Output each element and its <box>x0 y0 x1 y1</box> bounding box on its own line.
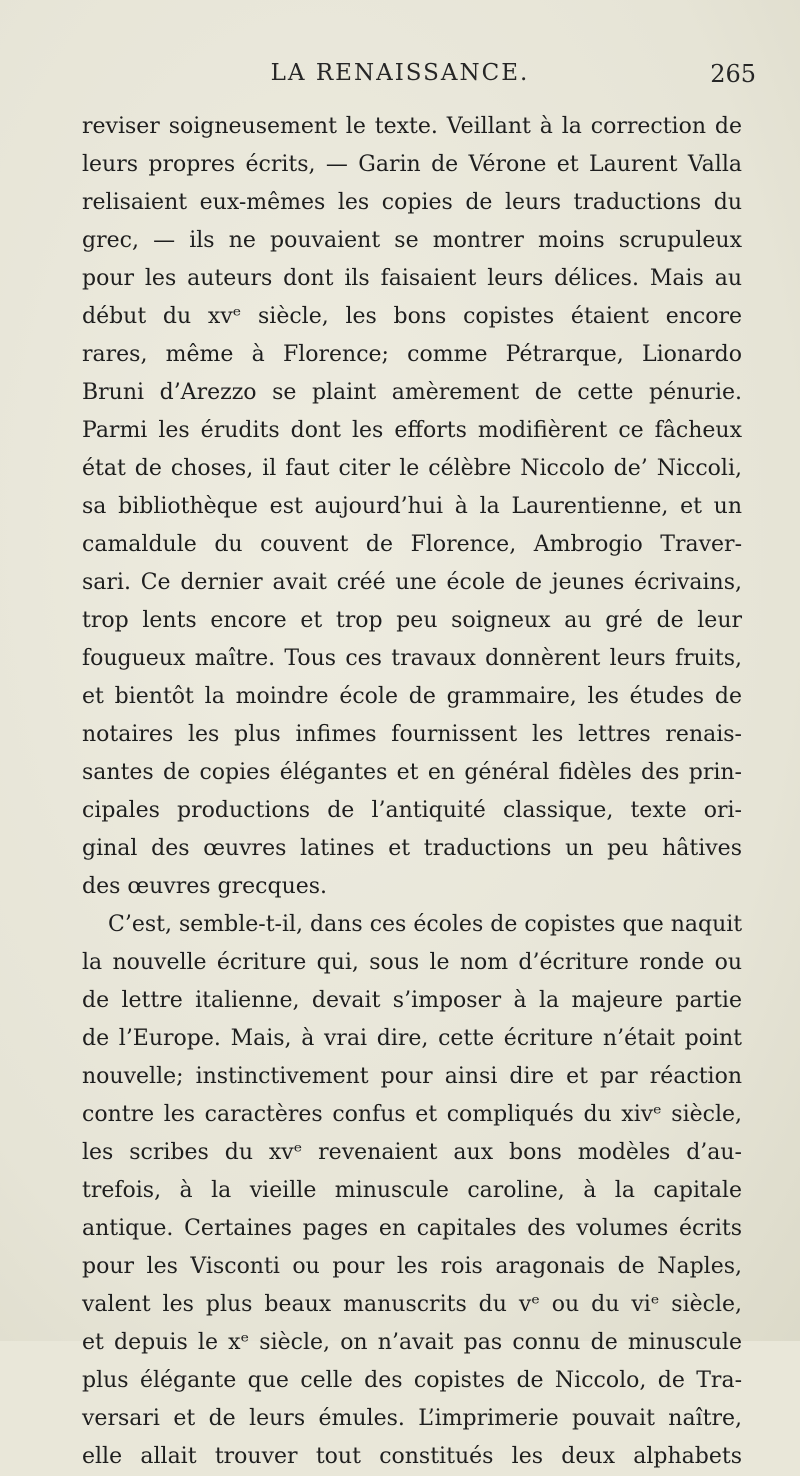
text-line: la nouvelle écriture qui, sous le nom d’écriture ronde ou <box>82 950 742 975</box>
text-line: contre les caractères confus et compliqués du xivᵉ siècle, <box>82 1102 742 1127</box>
text-line: de lettre italienne, devait s’imposer à la majeure partie <box>82 988 742 1013</box>
text-line: des œuvres grecques. <box>82 874 328 899</box>
text-line: versari et de leurs émules. L’imprimerie pouvait naître, <box>82 1406 742 1431</box>
text-line: et depuis le xᵉ siècle, on n’avait pas connu de minuscule <box>82 1330 742 1355</box>
text-line: elle allait trouver tout constitués les deux alphabets <box>82 1444 742 1469</box>
text-line: reviser soigneusement le texte. Veillant à la correction de <box>82 114 742 139</box>
text-line: de l’Europe. Mais, à vrai dire, cette écriture n’était point <box>82 1026 742 1051</box>
text-line: pour les auteurs dont ils faisaient leurs délices. Mais au <box>82 266 742 291</box>
text-line: valent les plus beaux manuscrits du vᵉ ou du viᵉ siècle, <box>82 1292 742 1317</box>
page-number: 265 <box>710 60 756 88</box>
text-line: santes de copies élégantes et en général fidèles des prin- <box>82 760 742 785</box>
text-line: plus élégante que celle des copistes de Niccolo, de Tra- <box>82 1368 742 1393</box>
text-line: C’est, semble-t-il, dans ces écoles de copistes que naquit <box>108 912 743 937</box>
text-line: notaires les plus infimes fournissent les lettres renais- <box>82 722 742 747</box>
text-line: grec, — ils ne pouvaient se montrer moins scrupuleux <box>82 228 742 253</box>
text-line: état de choses, il faut citer le célèbre Niccolo de’ Niccoli, <box>82 456 742 481</box>
text-line: début du xvᵉ siècle, les bons copistes étaient encore <box>82 304 742 329</box>
text-line: les scribes du xvᵉ revenaient aux bons modèles d’au- <box>82 1140 742 1165</box>
body-text <box>82 108 742 1476</box>
running-title: LA RENAISSANCE. <box>270 60 530 86</box>
text-line: ginal des œuvres latines et traductions un peu hâtives <box>82 836 742 861</box>
text-line: trop lents encore et trop peu soigneux au gré de leur <box>82 608 742 633</box>
text-line: fougueux maître. Tous ces travaux donnèrent leurs fruits, <box>82 646 742 671</box>
text-line: leurs propres écrits, — Garin de Vérone et Laurent Valla <box>82 152 742 177</box>
text-line: sari. Ce dernier avait créé une école de jeunes écrivains, <box>82 570 742 595</box>
text-line: nouvelle; instinctivement pour ainsi dire et par réaction <box>82 1064 742 1089</box>
text-line: et bientôt la moindre école de grammaire, les études de <box>82 684 742 709</box>
text-line: pour les Visconti ou pour les rois aragonais de Naples, <box>82 1254 742 1279</box>
text-line: relisaient eux-mêmes les copies de leurs traductions du <box>82 190 742 215</box>
text-line: cipales productions de l’antiquité classique, texte ori- <box>82 798 742 823</box>
text-line: trefois, à la vieille minuscule caroline, à la capitale <box>82 1178 742 1203</box>
text-line: Bruni d’Arezzo se plaint amèrement de cette pénurie. <box>82 380 742 405</box>
text-line: rares, même à Florence; comme Pétrarque, Lionardo <box>82 342 742 367</box>
text-line: sa bibliothèque est aujourd’hui à la Laurentienne, et un <box>82 494 742 519</box>
text-line: camaldule du couvent de Florence, Ambrogio Traver- <box>82 532 742 557</box>
text-line: Parmi les érudits dont les efforts modifièrent ce fâcheux <box>82 418 742 443</box>
text-line: antique. Certaines pages en capitales des volumes écrits <box>82 1216 742 1241</box>
page-header <box>0 60 800 100</box>
